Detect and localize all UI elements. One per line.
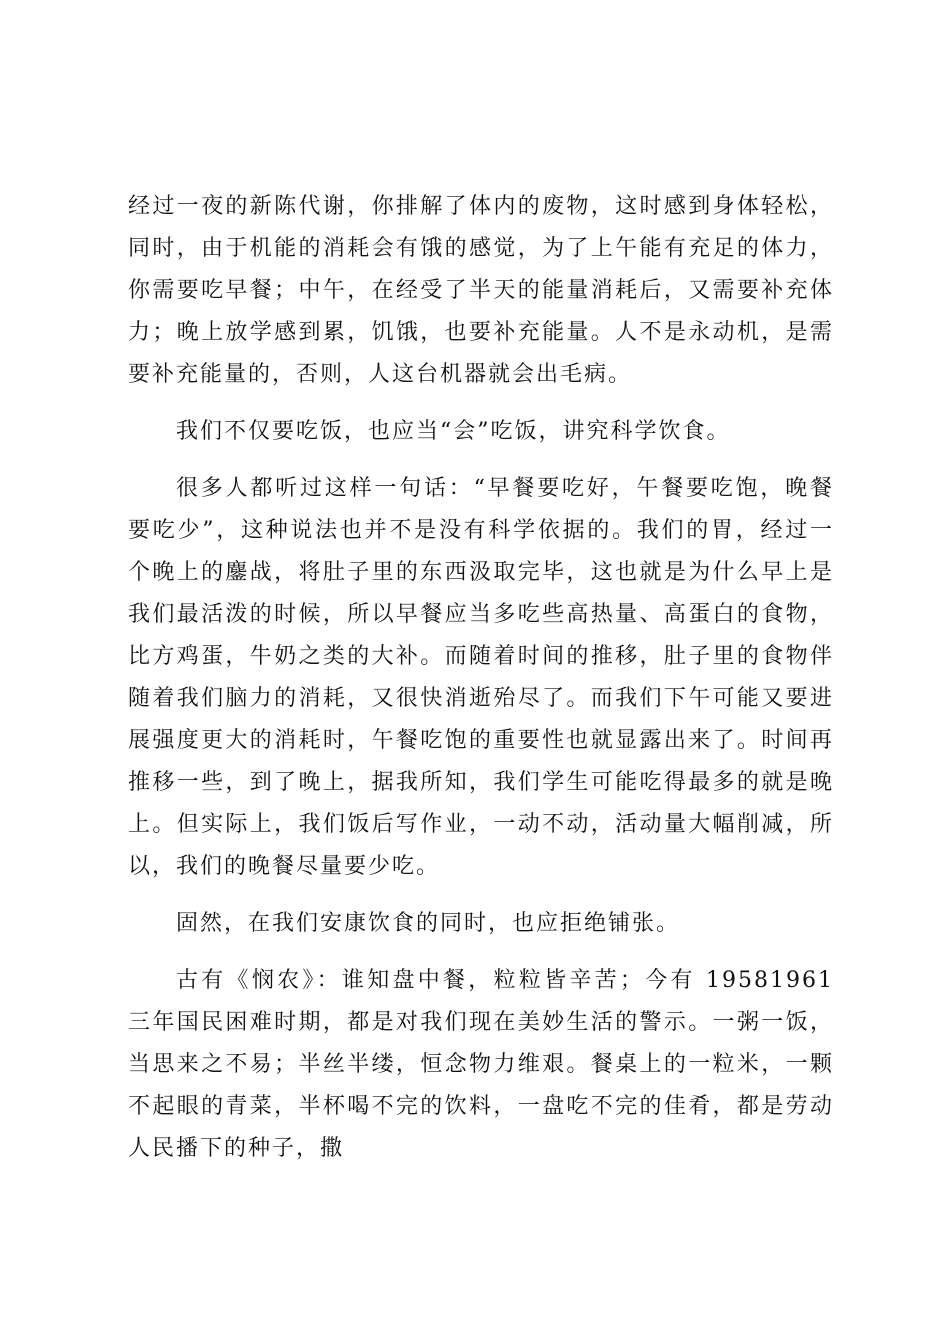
document-body [128, 186, 834, 1185]
paragraph-2: 我们不仅要吃饭，也应当“会”吃饭，讲究科学饮食。 [176, 419, 731, 444]
paragraph-1: 经过一夜的新陈代谢，你排解了体内的废物，这时感到身体轻松，同时，由于机能的消耗会有饿的感觉，为了上午能有充足的体力，你需要吃早餐；中午，在经受了半天的能量消耗后，又需要补充体力；晚上放学感到累，饥饿，也要补充能量。人不是永动机，是需要补充能量的，否则，人这台机器就会出毛病。 [128, 194, 834, 387]
paragraph-3: 很多人都听过这样一句话：“早餐要吃好，午餐要吃饱，晚餐要吃少”，这种说法也并不是没有科学依据的。我们的胃，经过一个晚上的鏖战，将肚子里的东西汲取完毕，这也就是为什么早上是我们最活泼的时候，所以早餐应当多吃些高热量、高蛋白的食物，比方鸡蛋，牛奶之类的大补。而随着时间的推移，肚子里的食物伴随着我们脑力的消耗，又很快消逝殆尽了。而我们下午可能又要进展强度更大的消耗时，午餐吃饱的重要性也就显露出来了。时间再推移一些，到了晚上，据我所知，我们学生可能吃得最多的就是晚上。但实际上，我们饭后写作业，一动不动，活动量大幅削减，所以，我们的晚餐尽量要少吃。 [128, 476, 834, 879]
paragraph-4: 固然，在我们安康饮食的同时，也应拒绝铺张。 [176, 911, 681, 936]
paragraph-5: 古有《悯农》：谁知盘中餐，粒粒皆辛苦；今有 19581961 三年国民困难时期，都是对我们现在美妙生活的警示。一粥一饭，当思来之不易；半丝半缕，恒念物力维艰。餐桌上的一粒米，一颗不起眼的青菜，半杯喝不完的饮料，一盘吃不完的佳肴，都是劳动人民播下的种子，撒 [128, 968, 834, 1161]
